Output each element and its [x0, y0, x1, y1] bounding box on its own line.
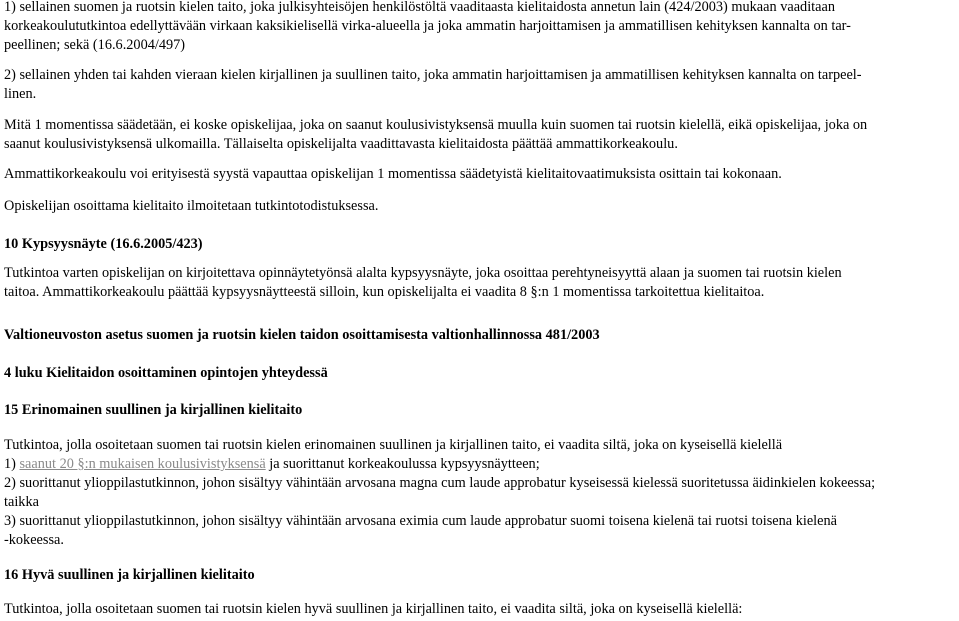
text-line: Mitä 1 momentissa säädetään, ei koske opiskelijaa, joka on saanut koulusivistyksensä muulla kuin suomen tai ruotsin kielellä, eikä opiskelijaa, joka on [4, 117, 868, 133]
text-line: taitoa. Ammattikorkeakoulu päättää kypsyysnäytteestä silloin, kun opiskelijalta ei vaadita 8 §:n 1 momentissa tarkoitettua kielitaitoa. [4, 284, 765, 300]
list-item-continuation: taikka [4, 494, 39, 510]
text-line: Tutkintoa, jolla osoitetaan suomen tai ruotsin kielen hyvä suullinen ja kirjallinen taito, ei vaadita siltä, joka on kyseisellä kielellä: [4, 601, 743, 617]
list-item-prefix: 1) [4, 456, 20, 472]
heading-text: Valtioneuvoston asetus suomen ja ruotsin kielen taidon osoittamisesta valtionhallinnossa 481/2003 [4, 327, 600, 343]
text-line: Opiskelijan osoittama kielitaito ilmoitetaan tutkintotodistuksessa. [4, 198, 379, 214]
list-item: 2) suorittanut ylioppilastutkinnon, johon sisältyy vähintään arvosana magna cum laude approbatur kyseisessä kielessä suoritetussa äidinkielen kokeessa; [4, 475, 876, 491]
chapter-heading [4, 364, 957, 383]
section-heading-10 [4, 235, 957, 254]
list-item [4, 455, 957, 474]
paragraph-excellent-skill [4, 436, 957, 550]
section-heading-16 [4, 566, 957, 585]
section-heading-15 [4, 401, 957, 420]
paragraph-maturity-test [4, 264, 957, 302]
paragraph-exemption [4, 165, 957, 184]
paragraph-good-skill [4, 600, 957, 619]
section-20-link[interactable]: saanut 20 §:n mukaisen koulusivistyksensä [19, 456, 266, 472]
heading-text: 16 Hyvä suullinen ja kirjallinen kielitaito [4, 567, 255, 583]
paragraph-item-2 [4, 66, 957, 104]
text-line: linen. [4, 86, 37, 102]
paragraph-item-1 [4, 0, 957, 55]
decree-heading [4, 326, 957, 345]
text-line: Tutkintoa varten opiskelijan on kirjoitettava opinnäytetyönsä alalta kypsyysnäyte, joka osoittaa perehtyneisyyttä alaan ja suomen tai ruotsin kielen [4, 265, 842, 281]
text-line: saanut koulusivistyksensä ulkomailla. Tällaiselta opiskelijalta vaadittavasta kielitaidosta päättää ammattikorkeakoulu. [4, 136, 678, 152]
text-line: 1) sellainen suomen ja ruotsin kielen taito, joka julkisyhteisöjen henkilöstöltä vaaditaasta kielitaidosta annetun lain (424/2003) mukaan vaaditaan [4, 0, 835, 15]
text-line: Tutkintoa, jolla osoitetaan suomen tai ruotsin kielen erinomainen suullinen ja kirjallinen taito, ei vaadita siltä, joka on kyseisellä kielellä [4, 437, 783, 453]
text-line: 2) sellainen yhden tai kahden vieraan kielen kirjallinen ja suullinen taito, joka ammatin harjoittamisen ja ammatillisen kehityksen kannalta on tarpeel- [4, 67, 862, 83]
list-item-continuation: -kokeessa. [4, 532, 64, 548]
text-line: Ammattikorkeakoulu voi erityisestä syystä vapauttaa opiskelijan 1 momentissa säädetyistä kielitaitovaatimuksista osittain tai kokonaan. [4, 166, 782, 182]
text-line: peellinen; sekä (16.6.2004/497) [4, 37, 186, 53]
list-item: 3) suorittanut ylioppilastutkinnon, johon sisältyy vähintään arvosana eximia cum laude approbatur suomi toisena kielenä tai ruotsi toisena kielenä [4, 513, 837, 529]
heading-text: 10 Kypsyysnäyte (16.6.2005/423) [4, 236, 203, 252]
heading-text: 4 luku Kielitaidon osoittaminen opintojen yhteydessä [4, 365, 328, 381]
heading-text: 15 Erinomainen suullinen ja kirjallinen kielitaito [4, 402, 303, 418]
paragraph-certificate [4, 197, 957, 216]
text-line: korkeakoulututkintoa edellyttävään virkaan kaksikielisellä virka-alueella ja joka ammatin harjoittamisen ja ammatillisen kehityksen kannalta on tar- [4, 18, 851, 34]
list-item-suffix: ja suorittanut korkeakoulussa kypsyysnäytteen; [265, 456, 540, 472]
paragraph-exception [4, 116, 957, 154]
